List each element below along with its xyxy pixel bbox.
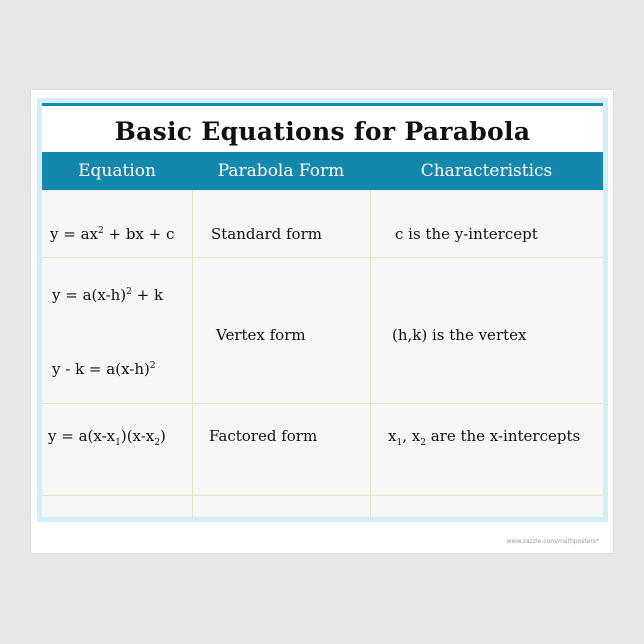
footer-url: www.zazzle.com/mathposters* xyxy=(506,538,599,545)
column-divider xyxy=(192,190,193,517)
page-title: Basic Equations for Parabola xyxy=(114,117,531,146)
characteristic-standard: c is the y-intercept xyxy=(395,225,538,243)
form-factored: Factored form xyxy=(209,427,318,445)
header-parabola-form: Parabola Form xyxy=(217,161,345,181)
poster xyxy=(31,90,613,553)
equation-factored: $y = a(x-x_1)(x-x_2)$ xyxy=(48,427,166,448)
form-vertex: Vertex form xyxy=(216,326,306,344)
header-equation: Equation xyxy=(78,161,156,181)
characteristic-factored: $x_1$, $x_2$ are the x-intercepts xyxy=(388,427,581,448)
row-divider xyxy=(42,257,603,258)
table-header xyxy=(42,152,603,190)
row-divider xyxy=(42,403,603,404)
table-panel xyxy=(42,103,603,517)
header-characteristics: Characteristics xyxy=(420,161,553,181)
equation-standard: $y = ax^2$ + bx + c xyxy=(50,225,175,243)
form-standard: Standard form xyxy=(211,225,322,243)
equation-vertex-alt: $y - k = a(x-h)^2$ xyxy=(52,360,156,378)
title-band xyxy=(42,106,603,152)
row-divider xyxy=(42,495,603,496)
equation-vertex: $y = a(x-h)^2 + k$ xyxy=(52,286,164,304)
poster-frame xyxy=(37,98,608,522)
characteristic-vertex: (h,k) is the vertex xyxy=(392,326,527,344)
column-divider xyxy=(370,190,371,517)
